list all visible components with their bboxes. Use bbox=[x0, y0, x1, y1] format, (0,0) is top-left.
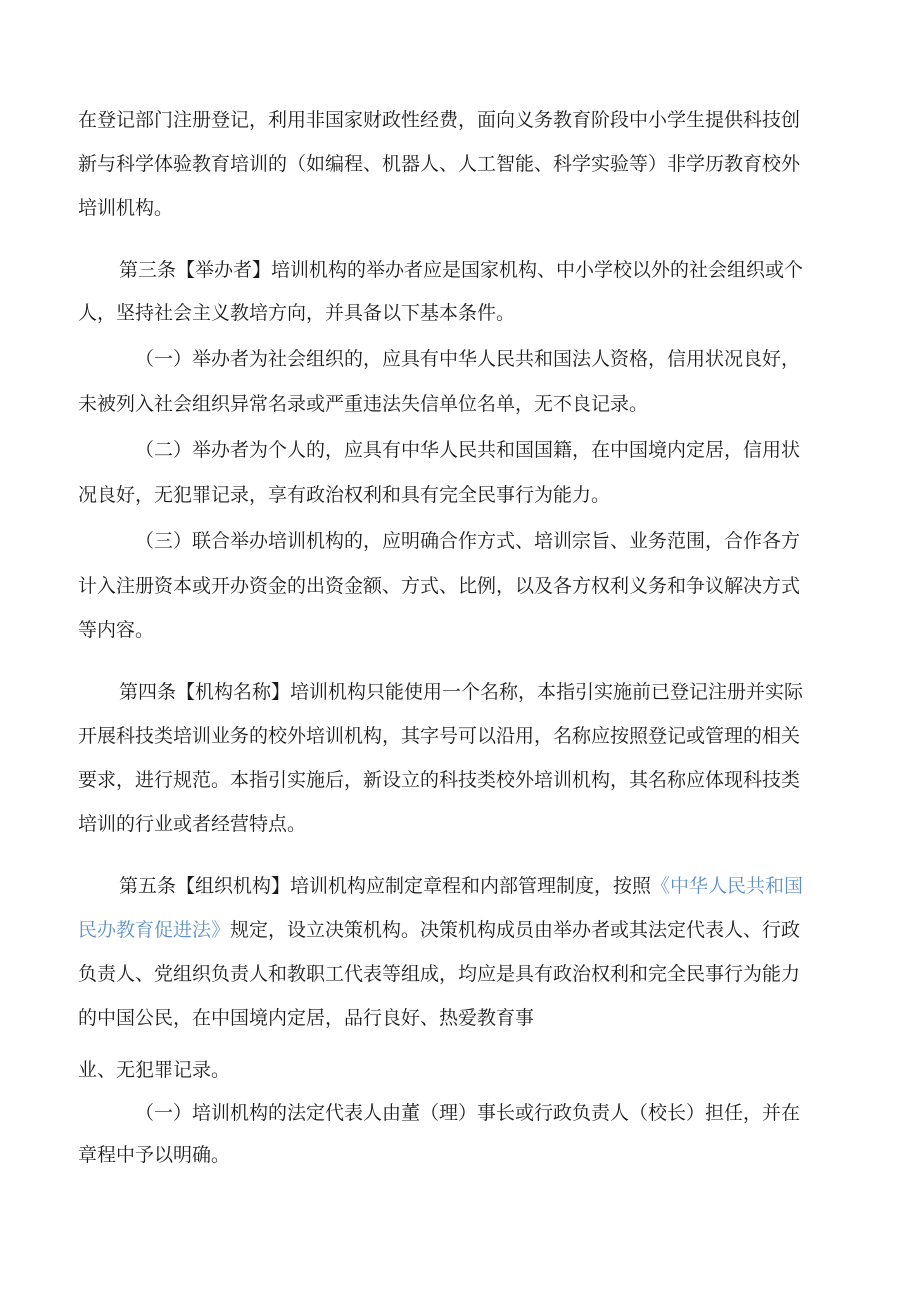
text-line: 况良好，无犯罪记录，享有政治权利和具有完全民事行为能力。 bbox=[78, 484, 611, 506]
text-line: 负责人、党组织负责人和教职工代表等组成，均应是具有政治权利和完全民事行为能力 bbox=[78, 963, 801, 985]
clause-2-line: （二）举办者为个人的，应具有中华人民共和国国籍，在中国境内定居，信用状 bbox=[135, 439, 801, 461]
text-line: 业、无犯罪记录。 bbox=[78, 1059, 231, 1081]
clause-1-line: （一）培训机构的法定代表人由董（理）事长或行政负责人（校长）担任，并在 bbox=[135, 1102, 801, 1124]
law-reference-link[interactable]: 民办教育促进法》 bbox=[78, 919, 231, 941]
text-line: 人，坚持社会主义教培方向，并具备以下基本条件。 bbox=[78, 302, 516, 324]
text-line: 要求，进行规范。本指引实施后，新设立的科技类校外培训机构，其名称应体现科技类 bbox=[78, 769, 801, 791]
text-line: 的中国公民，在中国境内定居，品行良好、热爱教育事 bbox=[78, 1007, 535, 1029]
text-segment: 第五条【组织机构】培训机构应制定章程和内部管理制度，按照 bbox=[119, 875, 652, 897]
text-line bbox=[78, 918, 800, 942]
article-4-heading-line: 第四条【机构名称】培训机构只能使用一个名称，本指引实施前已登记注册并实际 bbox=[119, 681, 804, 703]
clause-1-line: （一）举办者为社会组织的，应具有中华人民共和国法人资格，信用状况良好， bbox=[135, 348, 801, 370]
text-line: 计入注册资本或开办资金的出资金额、方式、比例，以及各方权利义务和争议解决方式 bbox=[78, 575, 801, 597]
article-5-heading-line bbox=[119, 874, 803, 898]
text-line: 培训机构。 bbox=[78, 197, 174, 219]
article-3-heading-line: 第三条【举办者】培训机构的举办者应是国家机构、中小学校以外的社会组织或个 bbox=[119, 259, 804, 281]
text-line: 开展科技类培训业务的校外培训机构，其字号可以沿用，名称应按照登记或管理的相关 bbox=[78, 725, 801, 747]
text-line: 未被列入社会组织异常名录或严重违法失信单位名单，无不良记录。 bbox=[78, 393, 649, 415]
text-line: 新与科学体验教育培训的（如编程、机器人、人工智能、科学实验等）非学历教育校外 bbox=[78, 153, 801, 175]
text-segment: 规定，设立决策机构。决策机构成员由举办者或其法定代表人、行政 bbox=[230, 919, 801, 941]
law-reference-link[interactable]: 《中华人民共和国 bbox=[651, 875, 804, 897]
text-line: 培训的行业或者经营特点。 bbox=[78, 813, 307, 835]
text-line: 在登记部门注册登记，利用非国家财政性经费，面向义务教育阶段中小学生提供科技创 bbox=[78, 109, 801, 131]
clause-3-line: （三）联合举办培训机构的，应明确合作方式、培训宗旨、业务范围，合作各方 bbox=[135, 530, 801, 552]
text-line: 等内容。 bbox=[78, 619, 155, 641]
text-line: 章程中予以明确。 bbox=[78, 1144, 231, 1166]
